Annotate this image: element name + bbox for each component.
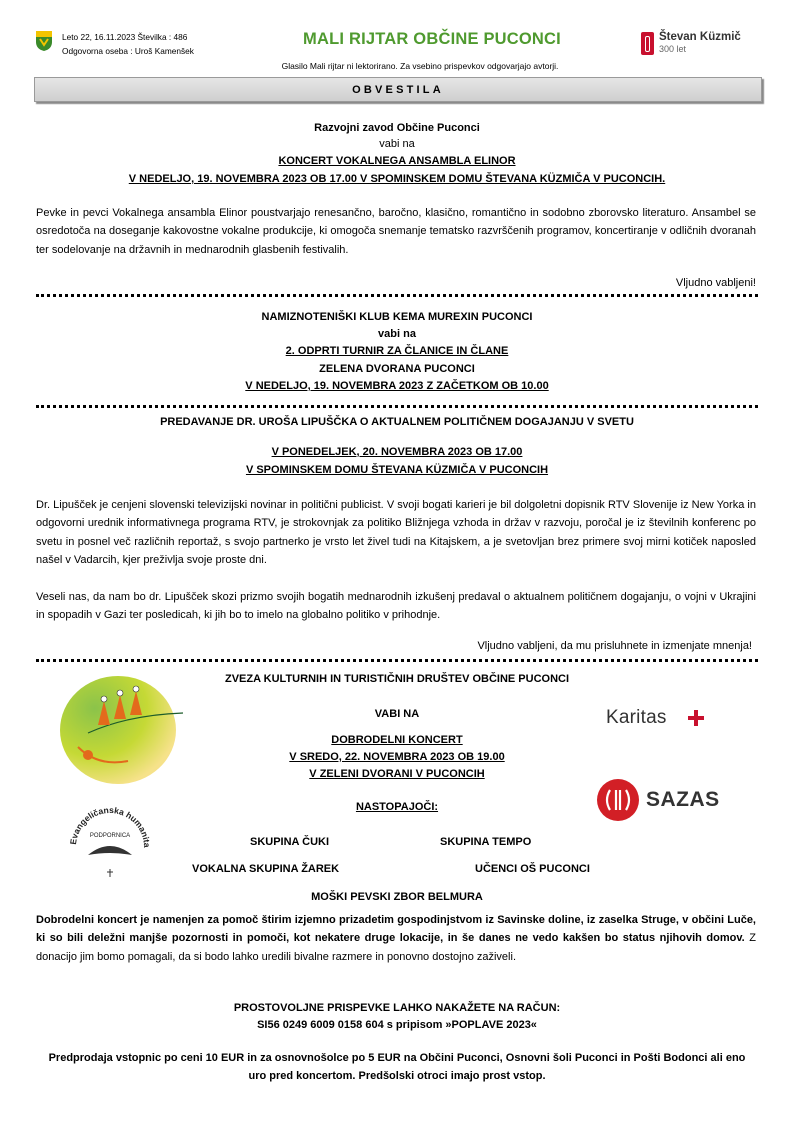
s1-when: V NEDELJO, 19. NOVEMBRA 2023 OB 17.00 V SPOMINSKEM DOMU ŠTEVANA KÜZMIČA V PUCONCIH.	[128, 173, 666, 185]
s3-body1: Dr. Lipušček je cenjeni slovenski televizijski novinar in politični publicist. V svoji bogati karieri je bil dolgoletni dopisnik RTV Slovenije iz New Yorka in odgovorni urednik informativnega programa RTV, je strokovnjak za politiko Bližnjega vzhoda in držav v razvoju, poročal je iz številnih konferenc po svetu in posnel več različnih reportaž, s svojo partnerko je vrsto let živel tudi na Kitajskem, a je svetovljan brez primere svoj mirni kotiček naposled našel v Vadarcih, kjer preživlja svoje proste dni.	[36, 499, 756, 566]
karitas-logo-text: Karitas	[606, 707, 667, 728]
kuzmic-logo-name: Števan Küzmič	[659, 31, 741, 43]
karitas-cross-icon	[688, 710, 704, 731]
s2-event: 2. ODPRTI TURNIR ZA ČLANICE IN ČLANE	[285, 345, 509, 357]
issue-meta	[62, 30, 194, 58]
s1-org: Razvojni zavod Občine Puconci	[314, 122, 480, 134]
s4-invites: VABI NA	[374, 708, 420, 720]
ehp-logo-text: Evangeličanska humanita	[68, 804, 153, 848]
s4-event: DOBRODELNI KONCERT	[331, 734, 463, 746]
s1-closing: Vljudno vabljeni!	[675, 277, 756, 289]
s3-title: PREDAVANJE DR. UROŠA LIPUŠČKA O AKTUALNEM POLITIČNEM DOGAJANJU V SVETU	[160, 416, 634, 428]
s1-event: KONCERT VOKALNEGA ANSAMBLA ELINOR	[278, 155, 516, 167]
performer: SKUPINA TEMPO	[440, 836, 532, 848]
separator	[36, 294, 758, 297]
s4-body-plain: Z donacijo jim bomo pomagali, da si bodo lahko uredili bivalne razmere in ponovno dostojno zaživeli.	[36, 932, 757, 963]
s4-presale: Predprodaja vstopnic po ceni 10 EUR in za osnovnošolce po 5 EUR na Občini Puconci, Osnovni šoli Puconci in Pošti Bodonci ali eno uro pred koncertom. Predšolski otroci imajo prost vstop.	[48, 1052, 746, 1082]
s1-invites: vabi na	[379, 138, 415, 150]
s2-org: NAMIZNOTENIŠKI KLUB KEMA MUREXIN PUCONCI	[261, 311, 533, 323]
s1-body: Pevke in pevci Vokalnega ansambla Elinor poustvarjajo renesančno, baročno, klasično, romantično in sodobno zborovsko literaturo. Ansambel se osredotoča na doseganje kakovostne vokalne produkcije, ki omogoča snemanje tematsko razvrščenih programov, koncertiranje v odličnih dvoranah ter sodelovanje na državnih in mednarodnih glasbenih festivalih.	[36, 207, 756, 256]
municipality-crest-icon	[36, 31, 52, 51]
performer: MOŠKI PEVSKI ZBOR BELMURA	[311, 891, 483, 903]
performer: VOKALNA SKUPINA ŽAREK	[192, 863, 340, 875]
kuzmic-logo-sub: 300 let	[659, 44, 687, 54]
newsletter-title: MALI RIJTAR OBČINE PUCONCI	[303, 30, 561, 48]
s3-where: V SPOMINSKEM DOMU ŠTEVANA KÜZMIČA V PUCONCIH	[245, 464, 549, 476]
issue-meta-line1: Leto 22, 16.11.2023 Številka : 486	[62, 32, 188, 42]
sazas-circle-icon	[596, 778, 640, 827]
s2-invites: vabi na	[378, 328, 416, 340]
separator	[36, 659, 758, 662]
s2-venue: ZELENA DVORANA PUCONCI	[319, 363, 475, 375]
kuzmic-mark-icon	[641, 32, 654, 55]
editorial-note: Glasilo Mali rijtar ni lektorirano. Za vsebino prispevkov odgovarjajo avtorji.	[281, 61, 559, 71]
s4-where: V ZELENI DVORANI V PUCONCIH	[309, 768, 485, 780]
section-banner: OBVESTILA	[34, 77, 762, 102]
s4-when: V SREDO, 22. NOVEMBRA 2023 OB 19.00	[289, 751, 505, 763]
s4-account-label: PROSTOVOLJNE PRISPEVKE LAHKO NAKAŽETE NA RAČUN:	[233, 1002, 561, 1014]
kuzmic-300-logo	[641, 31, 759, 57]
s2-when: V NEDELJO, 19. NOVEMBRA 2023 Z ZAČETKOM OB 10.00	[245, 380, 549, 392]
svg-text:Evangeličanska humanitarna org	[64, 797, 152, 848]
s4-performers-label: NASTOPAJOČI:	[355, 801, 439, 813]
s3-body2: Veseli nas, da nam bo dr. Lipušček skozi prizmo svojih bogatih mednarodnih izkušenj predaval o aktualnem političnem dogajanju, o vojni v Ukrajini in spopadih v Gazi ter posledicah, ki jih bo to imelo na globalno politiko v prihodnje.	[36, 591, 756, 622]
separator	[36, 405, 758, 408]
sazas-logo-text: SAZAS	[646, 788, 720, 811]
ehp-logo-center: PODPORNICA	[89, 833, 131, 839]
ehp-podpornica-logo	[64, 797, 156, 889]
s4-account: SI56 0249 6009 0158 604 s pripisom »POPLAVE 2023«	[257, 1019, 537, 1031]
issue-meta-line2: Odgovorna oseba : Uroš Kamenšek	[62, 46, 194, 56]
zktd-logo	[58, 675, 188, 785]
s3-when: V PONEDELJEK, 20. NOVEMBRA 2023 OB 17.00	[271, 446, 523, 458]
s4-org: ZVEZA KULTURNIH IN TURISTIČNIH DRUŠTEV OBČINE PUCONCI	[224, 673, 570, 685]
karitas-logo	[606, 707, 716, 731]
sazas-logo	[596, 778, 720, 822]
s4-body	[36, 911, 756, 966]
performer: SKUPINA ČUKI	[250, 836, 330, 848]
s4-body-bold: Dobrodelni koncert je namenjen za pomoč štirim izjemno prizadetim gospodinjstvom iz Savinske doline, iz zaselka Struge, v občini Luče, ki so bili deležni manjše pozornosti in pomoči, kot nekatere druge lokacije, in še danes ne vedo kakšen bo status njihovih domov.	[36, 914, 756, 945]
performer: UČENCI OŠ PUCONCI	[475, 863, 590, 875]
s3-closing: Vljudno vabljeni, da mu prisluhnete in izmenjate mnenja!	[477, 640, 752, 652]
